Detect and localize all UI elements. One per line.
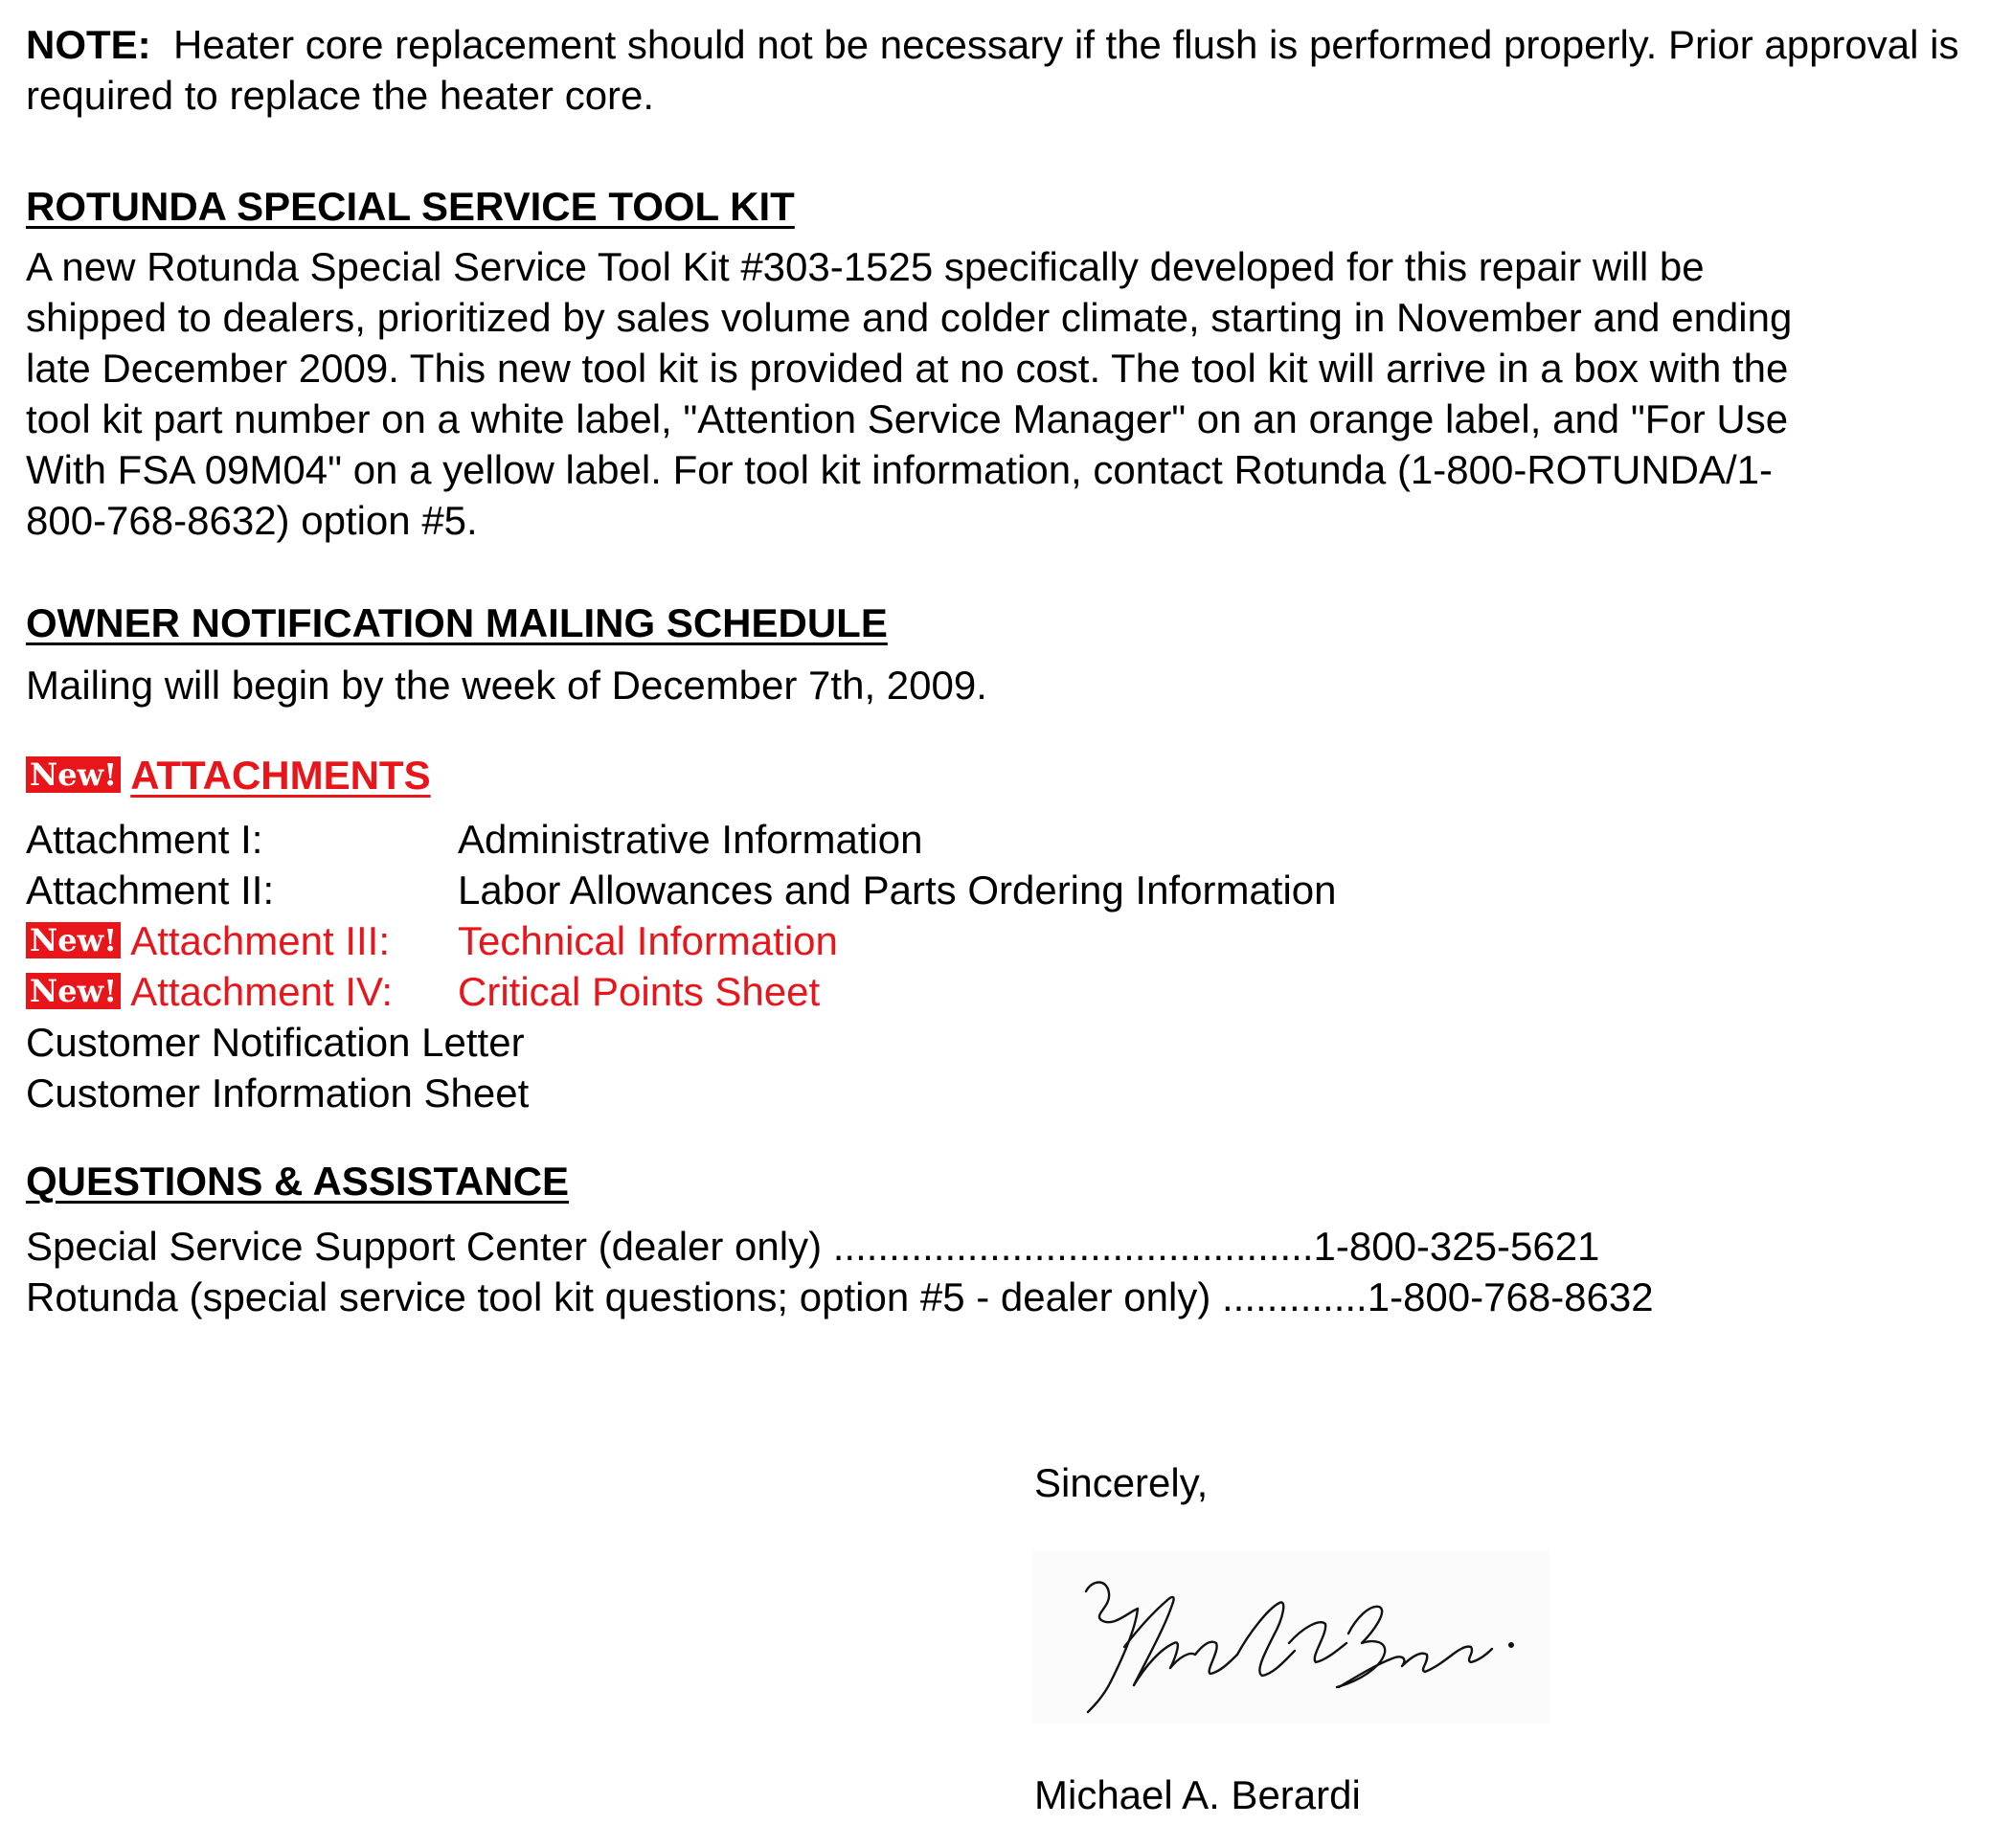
questions-heading: QUESTIONS & ASSISTANCE bbox=[26, 1159, 570, 1204]
signature-image bbox=[1032, 1551, 1549, 1724]
attachment-row-new bbox=[26, 915, 1337, 966]
tool-kit-heading: ROTUNDA SPECIAL SERVICE TOOL KIT bbox=[26, 184, 795, 229]
tool-kit-line: shipped to dealers, prioritized by sales volume and colder climate, starting in November and ending bbox=[26, 295, 1793, 340]
mailing-text: Mailing will begin by the week of December 7th, 2009. bbox=[26, 663, 987, 708]
tool-kit-line: 800-768-8632) option #5. bbox=[26, 498, 478, 543]
tool-kit-line: tool kit part number on a white label, "Attention Service Manager" on an orange label, and "For Use bbox=[26, 396, 1789, 441]
new-badge: New! bbox=[26, 922, 121, 958]
signer-name: Michael A. Berardi bbox=[1034, 1772, 1361, 1817]
new-badge: New! bbox=[26, 756, 121, 793]
note-paragraph bbox=[26, 19, 1979, 121]
attachment-title: Critical Points Sheet bbox=[458, 969, 821, 1014]
contacts-list bbox=[26, 1221, 1654, 1322]
attachment-label: Attachment II: bbox=[26, 868, 275, 913]
salutation: Sincerely, bbox=[1034, 1460, 1209, 1505]
new-badge: New! bbox=[26, 973, 121, 1009]
dot-leader: ........................................... bbox=[832, 1224, 1314, 1269]
tool-kit-line: late December 2009. This new tool kit is provided at no cost. The tool kit will arrive in a box with the bbox=[26, 346, 1789, 391]
contact-name: Special Service Support Center (dealer only) bbox=[26, 1224, 833, 1269]
tool-kit-line: A new Rotunda Special Service Tool Kit #303-1525 specifically developed for this repair will be bbox=[26, 244, 1705, 289]
attachment-row bbox=[26, 814, 1337, 865]
attachment-extra: Customer Notification Letter bbox=[26, 1020, 525, 1065]
note-label: NOTE: bbox=[26, 22, 151, 67]
attachment-title: Technical Information bbox=[458, 918, 838, 963]
attachment-row-new bbox=[26, 966, 1337, 1017]
attachment-row bbox=[26, 865, 1337, 915]
contact-name: Rotunda (special service tool kit questions; option #5 - dealer only) bbox=[26, 1274, 1223, 1319]
contact-row bbox=[26, 1221, 1654, 1272]
attachment-label: Attachment I: bbox=[26, 817, 263, 862]
contact-phone: 1-800-768-8632 bbox=[1367, 1274, 1654, 1319]
tool-kit-line: With FSA 09M04" on a yellow label. For tool kit information, contact Rotunda (1-800-ROTUNDA/1- bbox=[26, 447, 1774, 492]
attachment-label: Attachment III: bbox=[130, 918, 390, 963]
tool-kit-paragraph bbox=[26, 241, 1792, 546]
attachments-heading: ATTACHMENTS bbox=[130, 753, 431, 798]
attachments-list bbox=[26, 814, 1337, 1118]
attachment-label: Attachment IV: bbox=[130, 969, 394, 1014]
contact-phone: 1-800-325-5621 bbox=[1313, 1224, 1600, 1269]
attachment-title: Administrative Information bbox=[458, 817, 923, 862]
attachment-title: Labor Allowances and Parts Ordering Information bbox=[458, 868, 1337, 913]
note-text: Heater core replacement should not be necessary if the flush is performed properly. Prior approval is required to replace the heater core. bbox=[26, 22, 1959, 118]
mailing-heading: OWNER NOTIFICATION MAILING SCHEDULE bbox=[26, 600, 888, 645]
attachment-extra: Customer Information Sheet bbox=[26, 1070, 530, 1116]
contact-row bbox=[26, 1272, 1654, 1322]
attachments-heading-row bbox=[26, 750, 431, 800]
dot-leader: ............. bbox=[1222, 1274, 1368, 1319]
